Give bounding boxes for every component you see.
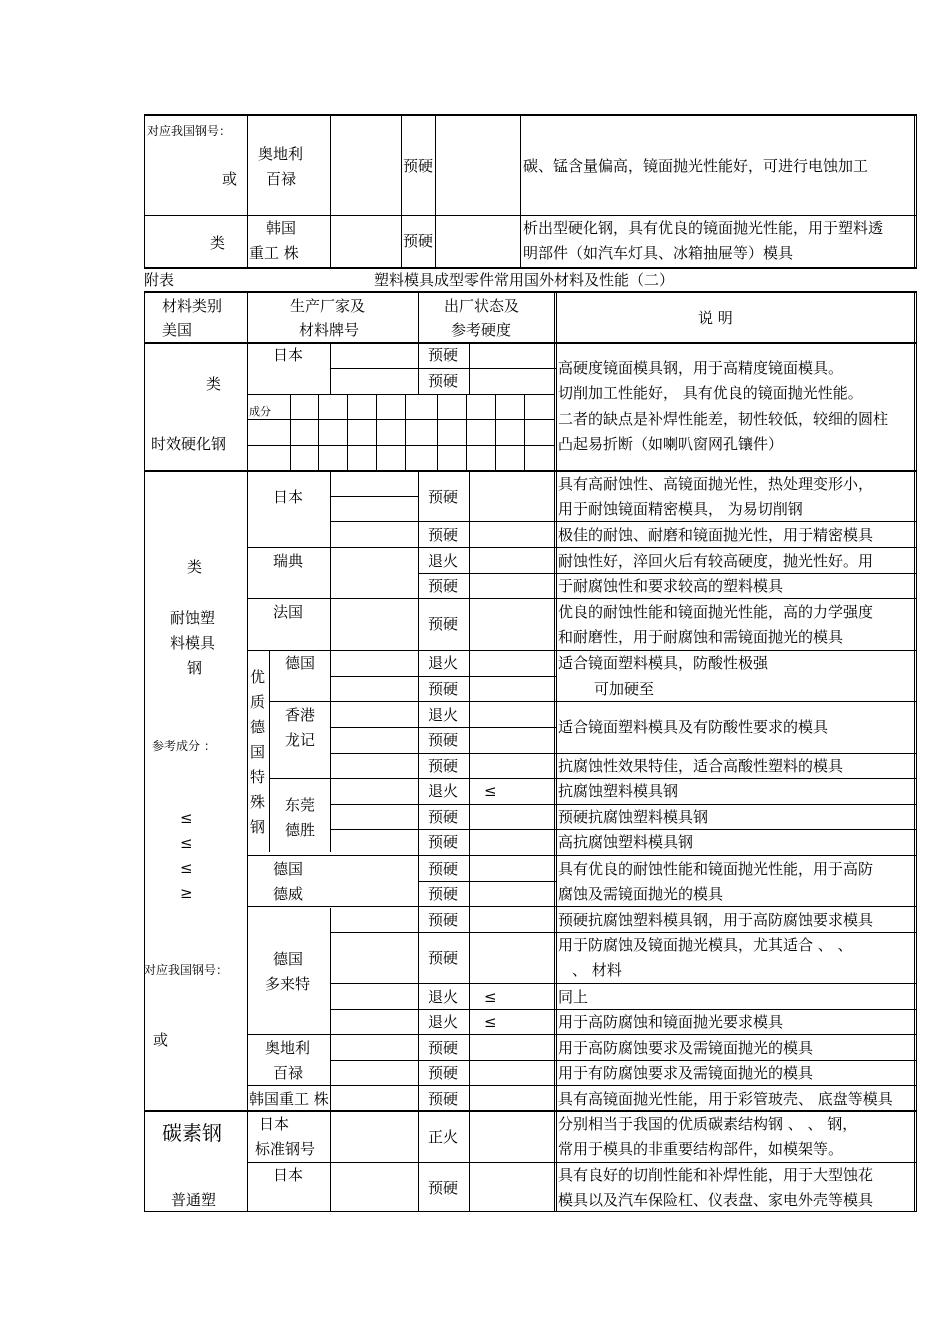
- caption-label: 附表: [144, 271, 175, 289]
- sec2-germany: 德国: [285, 654, 316, 672]
- sec2-hk-b: 龙记: [285, 731, 316, 749]
- sec2-dw-b: 德威: [273, 885, 304, 903]
- sec3-jp-desc-1: 具有良好的切削性能和补焊性能，用于大型蚀花: [558, 1166, 874, 1184]
- sec2-germany-state-2: 预硬: [428, 680, 459, 698]
- sec1-state-1: 预硬: [428, 346, 459, 364]
- sec3-category-b: 普通塑: [171, 1191, 217, 1209]
- sec1-desc-1: 高硬度镜面模具钢，用于高精度镜面模具。: [558, 359, 844, 377]
- sec1-desc-3: 二者的缺点是补焊性能差，韧性较低，较细的圆柱: [558, 410, 889, 428]
- sec3-std-state: 正火: [428, 1128, 459, 1146]
- sec2-kr-desc: 具有高镜面抛光性能，用于彩管玻壳、 底盘等模具: [558, 1090, 893, 1108]
- sec2-at-state-2: 预硬: [428, 1064, 459, 1082]
- sec2-special-6: 殊: [250, 793, 266, 811]
- header-grade: 材料牌号: [299, 321, 360, 339]
- sec2-dlt-b: 多来特: [265, 975, 311, 993]
- top-r2-state: 预硬: [403, 232, 434, 250]
- sec2-germany-desc-1: 适合镜面塑料模具，防酸性极强: [558, 654, 769, 672]
- sec2-category: 类: [187, 558, 203, 576]
- sec2-at-desc-2: 用于有防腐蚀要求及需镜面抛光的模具: [558, 1064, 814, 1082]
- sec2-dw-desc-1: 具有优良的耐蚀性能和镜面抛光性能，用于高防: [558, 860, 874, 878]
- sec2-le-2: ≤: [180, 834, 193, 852]
- sec2-japan-state-1: 预硬: [428, 488, 459, 506]
- sec2-composition-label: 参考成分 ：: [152, 739, 216, 753]
- sec2-dw-state-1: 预硬: [428, 860, 459, 878]
- header-category: 材料类别: [162, 297, 223, 315]
- header-description: 说 明: [698, 309, 733, 327]
- sec1-maker: 日本: [273, 346, 304, 364]
- top-r2-maker-b: 重工 株: [249, 244, 299, 262]
- sec2-dw-desc-2: 腐蚀及需镜面抛光的模具: [558, 885, 724, 903]
- top-r1-label: 对应我国钢号：: [147, 124, 232, 138]
- sec2-at: 奥地利: [265, 1039, 311, 1057]
- sec2-dg-desc-2: 预硬抗腐蚀塑料模具钢: [558, 808, 709, 826]
- sec2-ge: ≥: [180, 884, 193, 902]
- sec3-std-desc-1: 分别相当于我国的优质碳素结构钢 、 、 钢，: [558, 1115, 858, 1133]
- sec2-hk-state-1: 退火: [428, 706, 459, 724]
- sec3-jp-desc-2: 模具以及汽车保险杠、仪表盘、家电外壳等模具: [558, 1191, 874, 1209]
- sec2-france-state: 预硬: [428, 615, 459, 633]
- sec2-or: 或: [153, 1031, 169, 1049]
- sec2-dlt-hardness-1: ≤: [484, 988, 497, 1006]
- sec2-dlt-desc-1: 预硬抗腐蚀塑料模具钢，用于高防腐蚀要求模具: [558, 911, 874, 929]
- sec3-jp-state: 预硬: [428, 1179, 459, 1197]
- header-maker: 生产厂家及: [290, 297, 366, 315]
- sec2-dlt-hardness-2: ≤: [484, 1013, 497, 1031]
- sec2-dw-state-2: 预硬: [428, 885, 459, 903]
- sec2-at-b: 百禄: [273, 1064, 304, 1082]
- sec2-dg-state-3: 预硬: [428, 833, 459, 851]
- sec1-desc-4: 凸起易折断（如喇叭窗网孔镶件）: [558, 435, 784, 453]
- sec2-dg-desc-3: 高抗腐蚀塑料模具钢: [558, 833, 694, 851]
- top-r1-desc: 碳、锰含量偏高，镜面抛光性能好，可进行电蚀加工: [523, 157, 869, 175]
- sec2-special-5: 特: [250, 768, 266, 786]
- sec2-dg-state-1: 退火: [428, 782, 459, 800]
- sec2-dlt: 德国: [273, 950, 304, 968]
- sec2-category-line-3: 钢: [187, 659, 203, 677]
- sec2-le-1: ≤: [180, 809, 193, 827]
- sec2-japan: 日本: [273, 488, 304, 506]
- header-usa: 美国: [162, 321, 193, 339]
- sec2-hk-desc-2: 抗腐蚀性效果特佳，适合高酸性塑料的模具: [558, 757, 844, 775]
- sec2-kr-state: 预硬: [428, 1090, 459, 1108]
- sec2-germany-state-1: 退火: [428, 654, 459, 672]
- sec1-category-name: 时效硬化钢: [151, 435, 227, 453]
- sec2-germany-desc-2: 可加硬至: [594, 680, 655, 698]
- top-r1-or: 或: [222, 170, 238, 188]
- sec2-at-state-1: 预硬: [428, 1039, 459, 1057]
- sec1-state-2: 预硬: [428, 372, 459, 390]
- top-r1-maker: 奥地利: [258, 145, 304, 163]
- sec2-special-4: 国: [250, 743, 266, 761]
- sec2-sweden-state-2: 预硬: [428, 577, 459, 595]
- sec3-std: 日本: [259, 1115, 290, 1133]
- sec3-category: 碳素钢: [162, 1121, 222, 1145]
- sec2-dlt-desc-4: 同上: [558, 988, 589, 1006]
- sec2-dlt-desc-5: 用于高防腐蚀和镜面抛光要求模具: [558, 1013, 784, 1031]
- sec2-special-3: 德: [250, 718, 266, 736]
- sec2-dlt-state-3: 退火: [428, 988, 459, 1006]
- sec1-desc-2: 切削加工性能好， 具有优良的镜面抛光性能。: [558, 384, 863, 402]
- sec2-special-7: 钢: [250, 818, 266, 836]
- sec2-sweden-state-1: 退火: [428, 552, 459, 570]
- sec2-china-grade-label: 对应我国钢号：: [144, 963, 229, 977]
- sec2-hk: 香港: [285, 706, 316, 724]
- sec2-dlt-desc-3: 、 材料: [572, 961, 622, 979]
- sec2-hk-state-2: 预硬: [428, 731, 459, 749]
- sec2-sweden: 瑞典: [273, 552, 304, 570]
- top-r2-desc-b: 明部件（如汽车灯具、冰箱抽屉等）模具: [523, 244, 794, 262]
- top-r1-maker-b: 百禄: [266, 170, 297, 188]
- sec3-std-b: 标准钢号: [255, 1140, 316, 1158]
- caption-title: 塑料模具成型零件常用国外材料及性能（二）: [374, 271, 675, 289]
- sec2-category-line-2: 料模具: [170, 634, 216, 652]
- header-state: 出厂状态及: [444, 297, 520, 315]
- sec2-kr: 韩国重工 株: [249, 1090, 329, 1108]
- sec2-dg-hardness: ≤: [484, 782, 497, 800]
- top-r1-state: 预硬: [403, 157, 434, 175]
- sec2-hk-state-3: 预硬: [428, 757, 459, 775]
- sec2-at-desc-1: 用于高防腐蚀要求及需镜面抛光的模具: [558, 1039, 814, 1057]
- sec2-dlt-state-4: 退火: [428, 1013, 459, 1031]
- sec2-japan-desc-1: 具有高耐蚀性、高镜面抛光性，热处理变形小，: [558, 475, 874, 493]
- sec2-dlt-desc-2: 用于防腐蚀及镜面抛光模具，尤其适合 、 、: [558, 936, 853, 954]
- sec2-hk-desc-1: 适合镜面塑料模具及有防酸性要求的模具: [558, 718, 829, 736]
- sec2-category-line-1: 耐蚀塑: [170, 609, 216, 627]
- sec2-france-desc-1: 优良的耐蚀性能和镜面抛光性能，高的力学强度: [558, 603, 874, 621]
- sec2-special-1: 优: [250, 668, 266, 686]
- sec2-dg-desc-1: 抗腐蚀塑料模具钢: [558, 782, 679, 800]
- sec2-special-2: 质: [250, 693, 266, 711]
- top-r2-maker: 韩国: [266, 219, 297, 237]
- sec2-dw: 德国: [273, 860, 304, 878]
- sec2-le-3: ≤: [180, 859, 193, 877]
- sec2-dlt-state-1: 预硬: [428, 911, 459, 929]
- sec2-sweden-desc-1: 耐蚀性好，淬回火后有较高硬度，抛光性好。用: [558, 552, 874, 570]
- sec2-japan-desc-3: 极佳的耐蚀、耐磨和镜面抛光性，用于精密模具: [558, 526, 874, 544]
- sec2-dlt-state-2: 预硬: [428, 949, 459, 967]
- sec2-dg-b: 德胜: [285, 821, 316, 839]
- sec3-jp: 日本: [273, 1166, 304, 1184]
- header-hardness: 参考硬度: [451, 321, 512, 339]
- sec2-japan-state-2: 预硬: [428, 526, 459, 544]
- sec2-dg-state-2: 预硬: [428, 808, 459, 826]
- sec2-sweden-desc-2: 于耐腐蚀性和要求较高的塑料模具: [558, 577, 784, 595]
- sec1-composition-label: 成分: [249, 405, 271, 418]
- sec2-france-desc-2: 和耐磨性，用于耐腐蚀和需镜面抛光的模具: [558, 628, 844, 646]
- top-r2-desc: 析出型硬化钢，具有优良的镜面抛光性能，用于塑料透: [523, 219, 884, 237]
- sec2-japan-desc-2: 用于耐蚀镜面精密模具， 为易切削钢: [558, 500, 803, 518]
- sec3-std-desc-2: 常用于模具的非重要结构部件，如模架等。: [558, 1140, 844, 1158]
- sec2-france: 法国: [273, 603, 304, 621]
- top-r2-label: 类: [210, 234, 226, 252]
- sec1-category: 类: [206, 375, 222, 393]
- sec2-dg: 东莞: [285, 796, 316, 814]
